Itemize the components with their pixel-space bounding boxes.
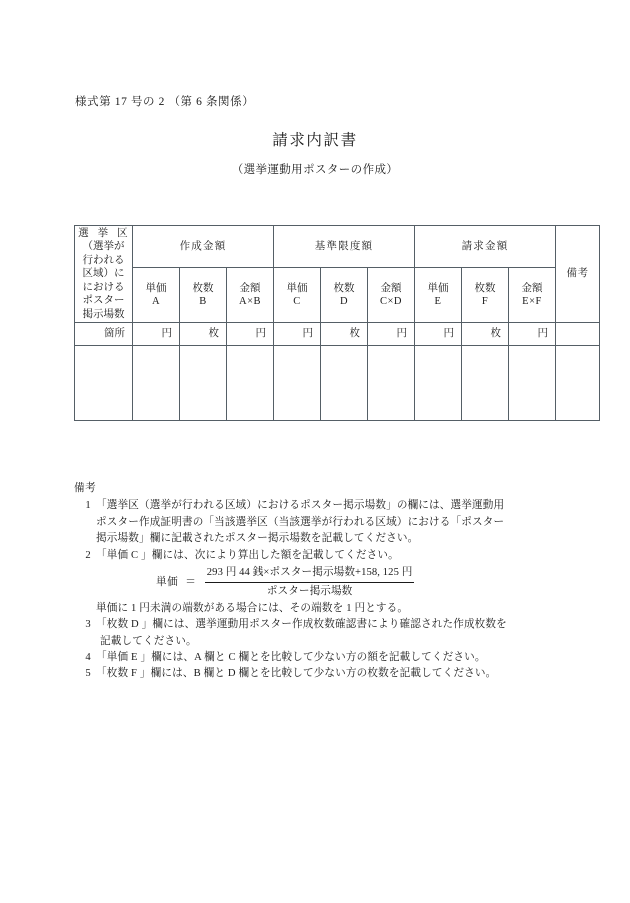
- note-line: 「枚数 D 」欄には、選挙運動用ポスター作成枚数確認書により確認された作成枚数を: [96, 619, 507, 631]
- page-title: 請求内訳書: [272, 132, 358, 149]
- subheader-code: C: [293, 296, 301, 307]
- unit-cell-remarks: [556, 323, 600, 346]
- subheader-label: 単価: [286, 282, 308, 294]
- note-sub-line: 単価に 1 円未満の端数がある場合には、その端数を 1 円とする。: [96, 602, 409, 614]
- note-number: 4: [85, 652, 91, 664]
- subheader-amount-exf: [509, 268, 556, 323]
- note-body: [96, 617, 574, 650]
- subheader-amount-cxd: [368, 268, 415, 323]
- entry-cell-e[interactable]: [415, 346, 462, 421]
- note-line: 「単価 E 」欄には、A 欄と C 欄とを比較して少ない方の額を記載してください。: [96, 652, 486, 664]
- unit-cell-d: 枚: [321, 323, 368, 346]
- subheader-quantity-b: [180, 268, 227, 323]
- place-label-line-7: 掲示場数: [82, 308, 125, 320]
- unit-cell-axb: 円: [227, 323, 274, 346]
- notes-heading: 備考: [74, 483, 97, 494]
- formula-equals-sign: ＝: [185, 576, 196, 588]
- unit-cell-places: 箇所: [75, 323, 133, 346]
- note-number: 1: [85, 500, 91, 512]
- entry-cell-b[interactable]: [180, 346, 227, 421]
- entry-cell-axb[interactable]: [227, 346, 274, 421]
- subheader-code: E×F: [522, 296, 542, 307]
- header-cell-remarks: 備考: [556, 226, 600, 323]
- subheader-code: F: [481, 296, 489, 307]
- note-line: ポスター作成証明書の「当該選挙区（当該選挙が行われる区域）における「ポスター: [96, 516, 505, 528]
- subheader-label: 枚数: [474, 282, 496, 294]
- entry-cell-a[interactable]: [133, 346, 180, 421]
- note-number: 2: [85, 549, 91, 561]
- subheader-quantity-d: [321, 268, 368, 323]
- breakdown-table-wrapper: [74, 225, 589, 421]
- group-header-claim-amount: 請求金額: [415, 226, 556, 268]
- entry-cell-f[interactable]: [462, 346, 509, 421]
- entry-cell-cxd[interactable]: [368, 346, 415, 421]
- notes-section: [74, 481, 574, 683]
- subheader-code: B: [199, 296, 207, 307]
- formula-fraction: [205, 565, 415, 601]
- entry-cell-remarks[interactable]: [556, 346, 600, 421]
- subheader-unit-price-c: [274, 268, 321, 323]
- formula-left-side: 単価: [156, 576, 179, 588]
- entry-cell-c[interactable]: [274, 346, 321, 421]
- note-line: 「単価 C 」欄には、次により算出した額を記載してください。: [96, 549, 399, 561]
- note-item-3: [74, 617, 574, 650]
- note-line: 「枚数 F 」欄には、B 欄と D 欄とを比較して少ない方の枚数を記載してください。: [96, 668, 497, 680]
- subheader-label: 金額: [380, 282, 402, 294]
- note-body: [96, 548, 574, 618]
- unit-cell-b: 枚: [180, 323, 227, 346]
- note-item-4: [74, 650, 574, 666]
- note-line: 記載してください。: [100, 635, 197, 647]
- unit-cell-f: 枚: [462, 323, 509, 346]
- entry-cell-places[interactable]: [75, 346, 133, 421]
- entry-cell-d[interactable]: [321, 346, 368, 421]
- subheader-unit-price-a: [133, 268, 180, 323]
- place-label-line-3: 行われる: [82, 254, 125, 266]
- note-item-1: [74, 498, 574, 547]
- subheader-label: 金額: [239, 282, 261, 294]
- subheader-code: C×D: [380, 296, 403, 307]
- note-body: [96, 498, 574, 547]
- subheader-unit-price-e: [415, 268, 462, 323]
- subheader-label: 金額: [521, 282, 543, 294]
- group-header-standard-limit-amount: 基準限度額: [274, 226, 415, 268]
- note-line: 掲示場数」欄に記載されたポスター掲示場数を記載してください。: [96, 533, 419, 545]
- place-label-line-6: ポスター: [82, 295, 125, 307]
- subheader-code: A×B: [238, 296, 261, 307]
- note-number: 3: [85, 619, 91, 631]
- group-header-production-amount: 作成金額: [133, 226, 274, 268]
- place-label-line-4: 区域）に: [82, 268, 125, 280]
- place-label-line-5: における: [82, 281, 125, 293]
- formula-denominator: ポスター掲示場数: [266, 586, 353, 598]
- place-label-line-2: （選挙が: [82, 241, 125, 253]
- entry-cell-exf[interactable]: [509, 346, 556, 421]
- table-unit-row: [75, 323, 600, 346]
- formula-numerator: 293 円 44 銭×ポスター掲示場数+158, 125 円: [205, 565, 415, 583]
- form-number: 様式第 17 号の 2 （第 6 条関係）: [75, 96, 255, 108]
- table-entry-row: [75, 346, 600, 421]
- subheader-code: D: [339, 296, 349, 307]
- note-line: 「選挙区（選挙が行われる区域）におけるポスター掲示場数」の欄には、選挙運動用: [96, 500, 505, 512]
- unit-cell-e: 円: [415, 323, 462, 346]
- breakdown-table: [74, 225, 600, 421]
- subheader-label: 単価: [427, 282, 449, 294]
- header-cell-poster-places: [75, 226, 133, 323]
- subheader-label: 枚数: [192, 282, 214, 294]
- unit-cell-c: 円: [274, 323, 321, 346]
- unit-cell-exf: 円: [509, 323, 556, 346]
- table-header-row-groups: [75, 226, 600, 268]
- subheader-label: 枚数: [333, 282, 355, 294]
- place-label-line-1: 選 挙 区: [78, 227, 131, 239]
- subheader-amount-axb: [227, 268, 274, 323]
- note-number: 5: [85, 668, 91, 680]
- subheader-label: 単価: [145, 282, 167, 294]
- note-item-5: [74, 666, 574, 682]
- unit-cell-a: 円: [133, 323, 180, 346]
- subheader-code: E: [434, 296, 442, 307]
- unit-cell-cxd: 円: [368, 323, 415, 346]
- unit-price-formula: [156, 565, 574, 601]
- note-body: [96, 650, 574, 666]
- table-header-row-subcolumns: [75, 268, 600, 323]
- note-item-2: [74, 548, 574, 618]
- subheader-code: A: [151, 296, 161, 307]
- subheader-quantity-f: [462, 268, 509, 323]
- note-body: [96, 666, 574, 682]
- page-subtitle: （選挙運動用ポスターの作成）: [231, 164, 399, 176]
